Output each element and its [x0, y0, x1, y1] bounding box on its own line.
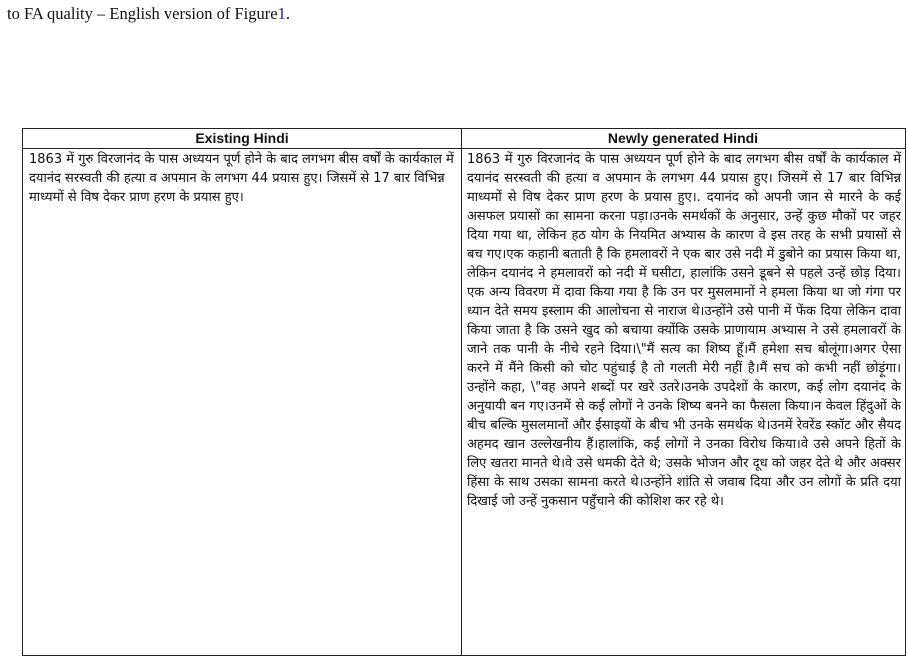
- existing-hindi-text: 1863 में गुरु विरजानंद के पास अध्ययन पूर्ण होने के बाद लगभग बीस वर्षों के कार्यकाल में दयानंद सरस्वती की हत्या व अपमान के लगभग 44 प्रयास हुए। जिसमें से 17 बार विभिन्न माध्यमों से विष देकर प्राण हरण के प्रयास हुए।: [29, 152, 454, 205]
- existing-hindi-column: [23, 129, 462, 655]
- figure-caption: [7, 3, 290, 25]
- newly-generated-hindi-column: [461, 129, 905, 655]
- newly-generated-hindi-text: 1863 में गुरु विरजानंद के पास अध्ययन पूर्ण होने के बाद लगभग बीस वर्षों के कार्यकाल में दयानंद सरस्वती की हत्या व अपमान के लगभग 44 प्रयास हुए। जिसमें से 17 बार विभिन्न माध्यमों से विष देकर प्राण हरण के प्रयास हुए।. दयानंद को अपनी जान से मारने के कई असफल प्रयासों का सामना करना पड़ा।उनके समर्थकों के अनुसार, उन्हें कुछ मौकों पर जहर दिया गया था, लेकिन हठ योग के नियमित अभ्यास के कारण वे इस तरह के सभी प्रयासों से बच गए।एक कहानी बताती है कि हमलावरों ने एक बार उसे नदी में डुबोने का प्रयास किया था, लेकिन दयानंद ने हमलावरों को नदी में घसीटा, हालांकि उसने डूबने से पहले उन्हें छोड़ दिया।एक अन्य विवरण में दावा किया गया है कि उन पर मुसलमानों ने हमला किया था जो गंगा पर ध्यान देते समय इस्लाम की आलोचना से नाराज थे।उन्होंने उसे पानी में फेंक दिया लेकिन दावा किया जाता है कि उसने खुद को बचाया क्योंकि उसके प्राणायाम अभ्यास ने उसे हमलावरों के जाने तक पानी के नीचे रहने दिया।\"मैं सत्य का शिष्य हूँ।मैं हमेशा सच बोलूंगा।अगर ऐसा करने में मैंने किसी को चोट पहुंचाई है तो गलती मेरी नहीं है।मैं सच को कभी नहीं छोड़ूंगा।उन्होंने कहा, \"वह अपने शब्दों पर खरे उतरे।उनके उपदेशों के कारण, कई लोग दयानंद के अनुयायी बन गए।उनमें से कई लोगों ने उनके शिष्य बनने का फैसला किया।न केवल हिंदुओं के बीच बल्कि मुसलमानों और ईसाइयों के बीच भी उनके समर्थक थे।उनमें रेवरेंड स्कॉट और सैयद अहमद खान उल्लेखनीय हैं।हालांकि, कई लोगों ने उनका विरोध किया।वे उसे अपने हितों के लिए खतरा मानते थे।वे उसे धमकी देते थे; उसके भोजन और दूध को जहर देते थे और अक्सर हिंसा के साथ उसका सामना करते थे।उन्होंने शांति से जवाब दिया और उन लोगों के प्रति दया दिखाई जो उन्हें नुकसान पहुँचाने की कोशिश कर रहे थे।: [467, 152, 901, 509]
- caption-text: to FA quality – English version of Figure: [7, 4, 278, 23]
- figure-reference-link[interactable]: 1: [277, 4, 286, 23]
- newly-generated-hindi-header: Newly generated Hindi: [461, 129, 905, 149]
- caption-period: .: [285, 4, 290, 23]
- existing-hindi-header: Existing Hindi: [23, 129, 461, 149]
- comparison-table: [22, 128, 906, 656]
